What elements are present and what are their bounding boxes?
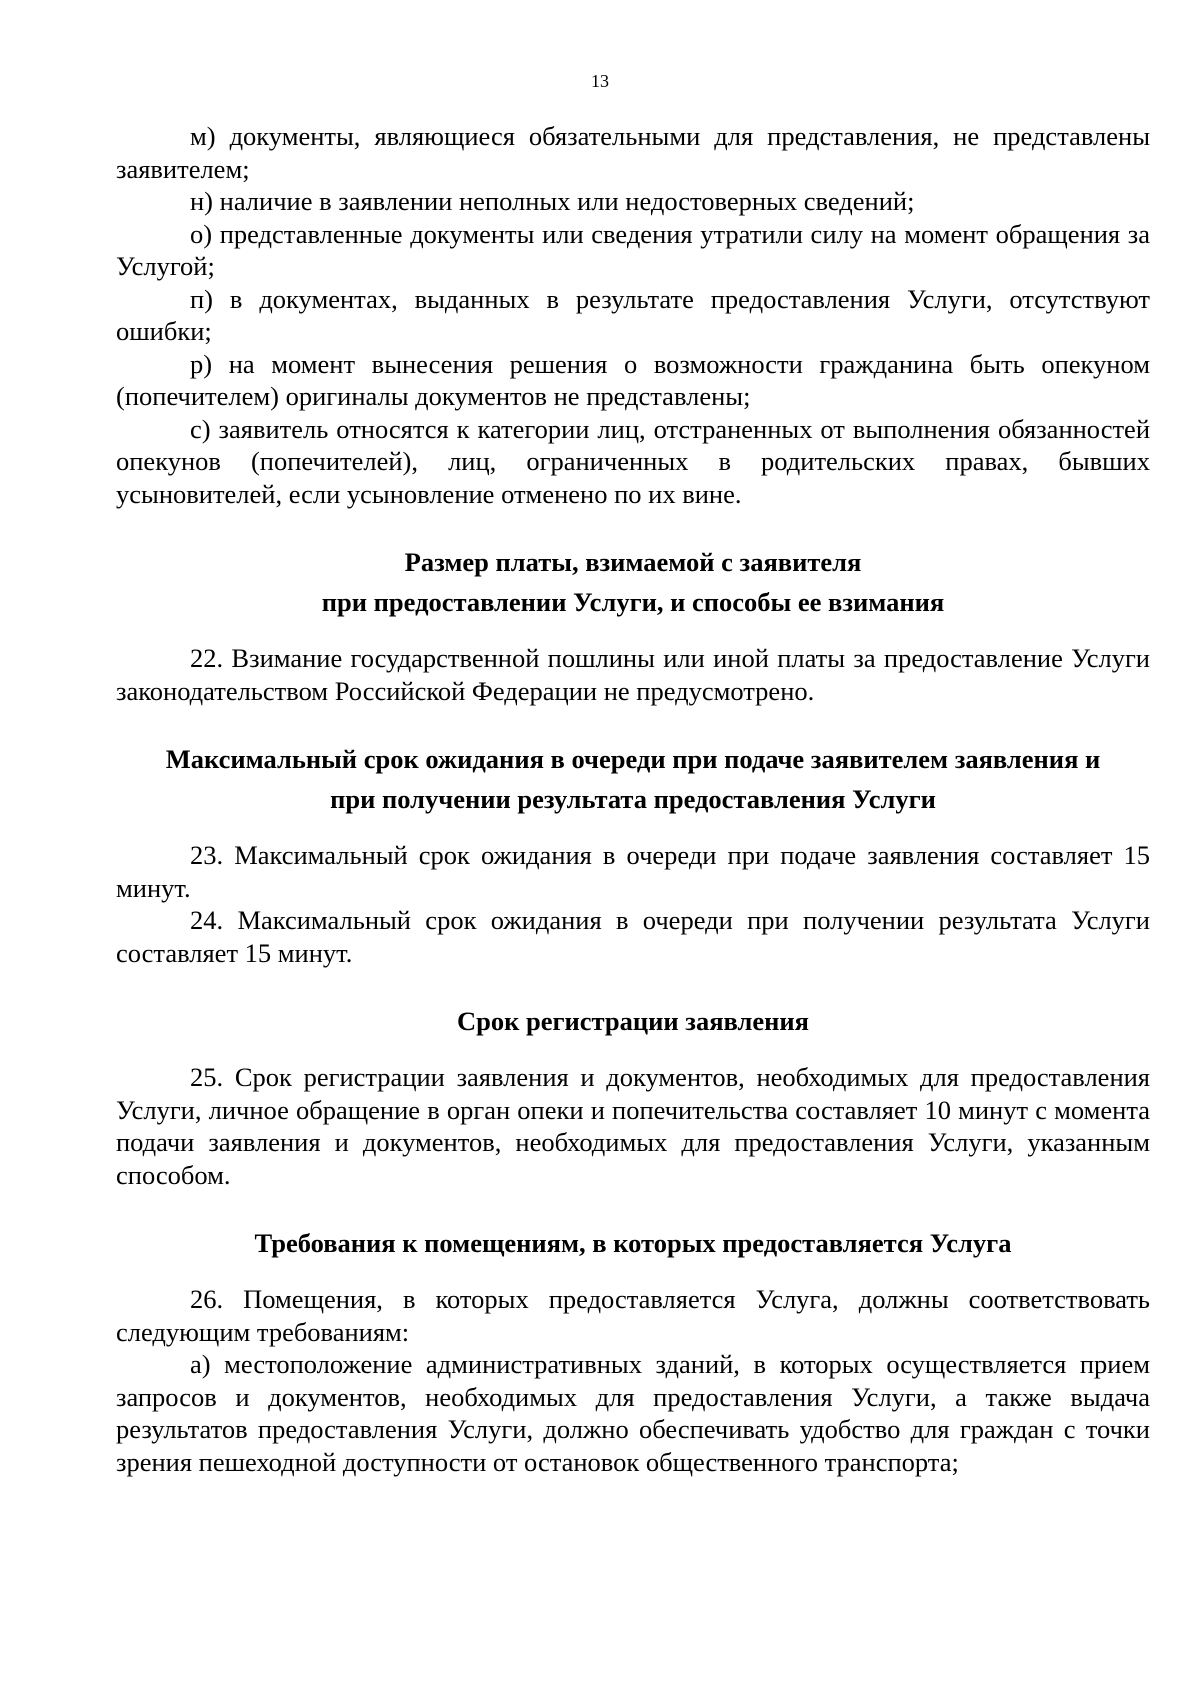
document-body <box>116 120 1150 1478</box>
heading-line: Срок регистрации заявления <box>456 1006 810 1036</box>
section-heading-premises <box>116 1223 1150 1263</box>
section-heading-queue <box>116 739 1150 819</box>
paragraph-o: о) представленные документы или сведения утратили силу на момент обращения за Услугой; <box>116 218 1150 281</box>
paragraph-p: п) в документах, выданных в результате предоставления Услуги, отсутствуют ошибки; <box>116 283 1150 346</box>
paragraph-s: с) заявитель относятся к категории лиц, отстраненных от выполнения обязанностей опекунов (попечителей), лиц, ограниченных в родительских правах, бывших усыновителей, если усыновление отменено по их вине. <box>116 413 1150 509</box>
paragraph-25: 25. Срок регистрации заявления и документов, необходимых для предоставления Услуги, личное обращение в орган опеки и попечительства составляет 10 минут с момента подачи заявления и документов, необходимых для предоставления Услуги, указанным способом. <box>116 1062 1150 1190</box>
paragraph-n: н) наличие в заявлении неполных или недостоверных сведений; <box>190 186 915 216</box>
section-heading-fee <box>116 542 1150 622</box>
paragraph-26: 26. Помещения, в которых предоставляется Услуга, должны соответствовать следующим требованиям: <box>116 1284 1150 1347</box>
heading-line: Размер платы, взимаемой с заявителя <box>404 547 862 577</box>
paragraph-22: 22. Взимание государственной пошлины или иной платы за предоставление Услуги законодательством Российской Федерации не предусмотрено. <box>116 643 1150 706</box>
heading-line: Максимальный срок ожидания в очереди при подаче заявителем заявления и <box>165 744 1101 774</box>
heading-line: при получении результата предоставления Услуги <box>330 784 936 814</box>
paragraph-24: 24. Максимальный срок ожидания в очереди при получении результата Услуги составляет 15 минут. <box>116 905 1150 968</box>
paragraph-23: 23. Максимальный срок ожидания в очереди при подаче заявления составляет 15 минут. <box>116 840 1150 903</box>
paragraph-a: а) местоположение административных зданий, в которых осуществляется прием запросов и документов, необходимых для предоставления Услуги, а также выдача результатов предоставления Услуги, должно обеспечивать удобство для граждан с точки зрения пешеходной доступности от остановок общественного транспорта; <box>116 1349 1150 1477</box>
section-heading-registration <box>116 1001 1150 1041</box>
paragraph-r: р) на момент вынесения решения о возможности гражданина быть опекуном (попечителем) оригиналы документов не представлены; <box>116 348 1150 411</box>
heading-line: Требования к помещениям, в которых предоставляется Услуга <box>254 1228 1012 1258</box>
page-number: 13 <box>591 71 609 91</box>
heading-line: при предоставлении Услуги, и способы ее взимания <box>321 587 945 617</box>
paragraph-m: м) документы, являющиеся обязательными для представления, не представлены заявителем; <box>116 121 1150 184</box>
